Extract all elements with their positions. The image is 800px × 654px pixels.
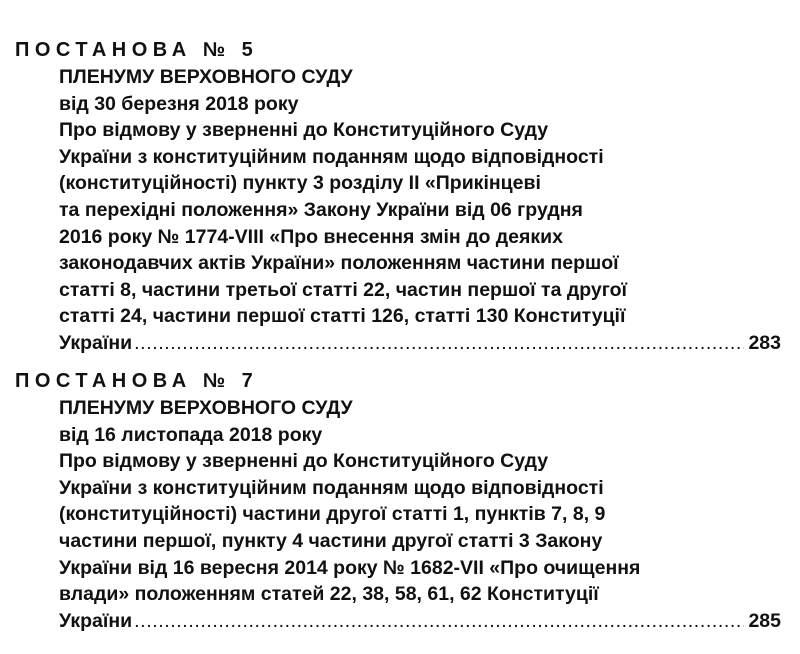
entry-body — [59, 395, 784, 634]
dot-leader — [134, 330, 744, 357]
entry-last-line — [59, 608, 781, 635]
entry-line: законодавчих актів України» положенням частини першої — [59, 252, 619, 275]
entry-line: Про відмову у зверненні до Конституційного Суду — [59, 450, 549, 473]
entry-line: України з конституційним поданням щодо відповідності — [59, 145, 604, 168]
entry-line: Про відмову у зверненні до Конституційного Суду — [59, 119, 549, 142]
entry-heading: ПОСТАНОВА № 7 — [15, 370, 259, 392]
entry-line: (конституційності) частини другої статті 1, пунктів 7, 8, 9 — [59, 503, 606, 526]
entry-line: від 16 листопада 2018 року — [59, 423, 323, 446]
entry-line: ПЛЕНУМУ ВЕРХОВНОГО СУДУ — [59, 397, 353, 419]
toc-entry — [0, 38, 800, 357]
dot-leader — [134, 608, 744, 635]
page-number: 283 — [748, 331, 781, 354]
entry-last-text: України — [59, 331, 133, 354]
entry-line: (конституційності) пункту 3 розділу II «Прикінцеві — [59, 172, 541, 195]
entry-line: ПЛЕНУМУ ВЕРХОВНОГО СУДУ — [59, 66, 353, 88]
page-number: 285 — [748, 609, 781, 632]
entry-body — [59, 64, 784, 357]
toc-entry — [0, 369, 800, 634]
entry-line: статті 24, частини першої статті 126, статті 130 Конституції — [59, 305, 626, 328]
entry-line: України з конституційним поданням щодо відповідності — [59, 476, 604, 499]
entry-last-text: України — [59, 609, 133, 632]
entry-line: влади» положенням статей 22, 38, 58, 61, 62 Конституції — [59, 583, 599, 606]
entry-line: від 30 березня 2018 року — [59, 92, 299, 115]
entry-last-line — [59, 330, 781, 357]
entry-line: та перехідні положення» Закону України від 06 грудня — [59, 198, 583, 221]
entry-line: 2016 року № 1774-VIII «Про внесення змін до деяких — [59, 225, 563, 248]
entry-line: статті 8, частини третьої статті 22, частин першої та другої — [59, 278, 627, 301]
entry-line: України від 16 вересня 2014 року № 1682-VII «Про очищення — [59, 556, 641, 579]
entry-line: частини першої, пункту 4 частини другої статті 3 Закону — [59, 529, 603, 552]
entry-heading: ПОСТАНОВА № 5 — [15, 39, 259, 61]
